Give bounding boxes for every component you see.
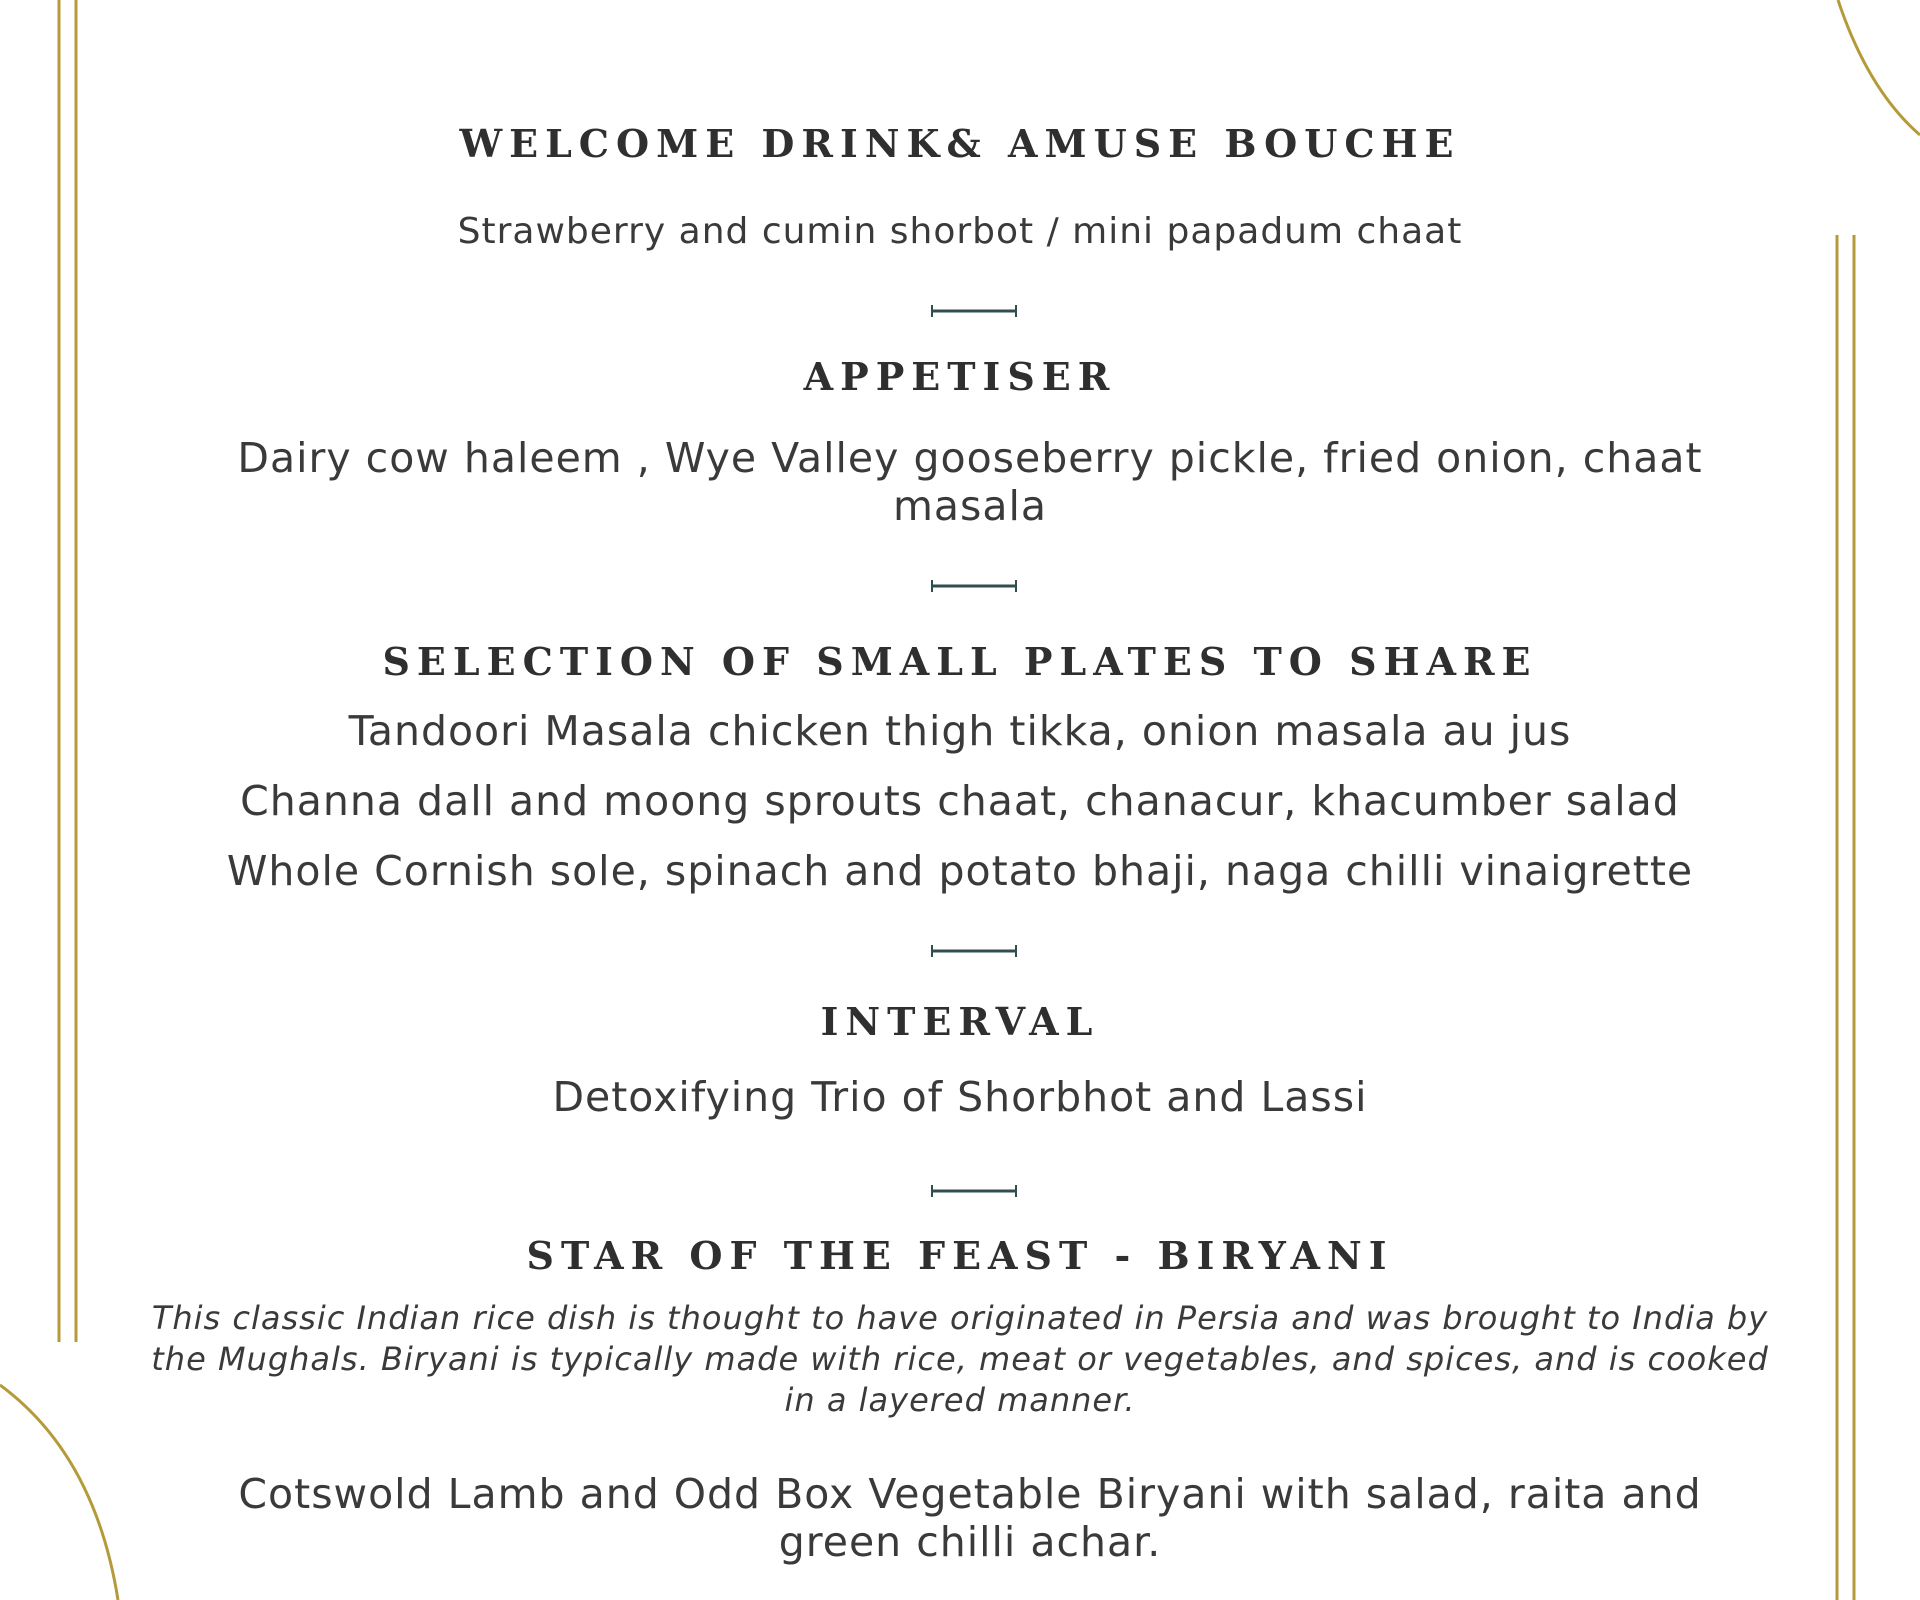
appetiser-item: Dairy cow haleem , Wye Valley gooseberry pickle, fried onion, chaat masala bbox=[237, 434, 1703, 530]
divider-2 bbox=[932, 580, 1016, 592]
divider-3 bbox=[932, 945, 1016, 957]
small-plates-item-3: Whole Cornish sole, spinach and potato bhaji, naga chilli vinaigrette bbox=[226, 847, 1694, 895]
welcome-item: Strawberry and cumin shorbot / mini papadum chaat bbox=[457, 211, 1463, 252]
biryani-description: This classic Indian rice dish is thought to have originated in Persia and was brought to India by the Mughals. Biryani is typically made with rice, meat or vegetables, and spices, and is cooked in a layered manner. bbox=[151, 1299, 1769, 1419]
bottom-left-arc bbox=[0, 1385, 118, 1600]
small-plates-item-2: Channa dall and moong sprouts chaat, chanacur, khacumber salad bbox=[240, 777, 1680, 825]
appetiser-heading: APPETISER bbox=[803, 354, 1117, 399]
divider-4 bbox=[932, 1185, 1016, 1197]
top-right-arc bbox=[1838, 0, 1920, 135]
biryani-item: Cotswold Lamb and Odd Box Vegetable Biryani with salad, raita and green chilli achar. bbox=[238, 1470, 1702, 1566]
biryani-heading: STAR OF THE FEAST - BIRYANI bbox=[526, 1233, 1394, 1278]
interval-item: Detoxifying Trio of Shorbhot and Lassi bbox=[552, 1073, 1368, 1121]
small-plates-heading: SELECTION OF SMALL PLATES TO SHARE bbox=[382, 639, 1538, 684]
divider-1 bbox=[932, 305, 1016, 317]
welcome-heading: WELCOME DRINK& AMUSE BOUCHE bbox=[459, 121, 1461, 166]
small-plates-item-1: Tandoori Masala chicken thigh tikka, onion masala au jus bbox=[348, 707, 1572, 755]
interval-heading: INTERVAL bbox=[820, 999, 1100, 1044]
